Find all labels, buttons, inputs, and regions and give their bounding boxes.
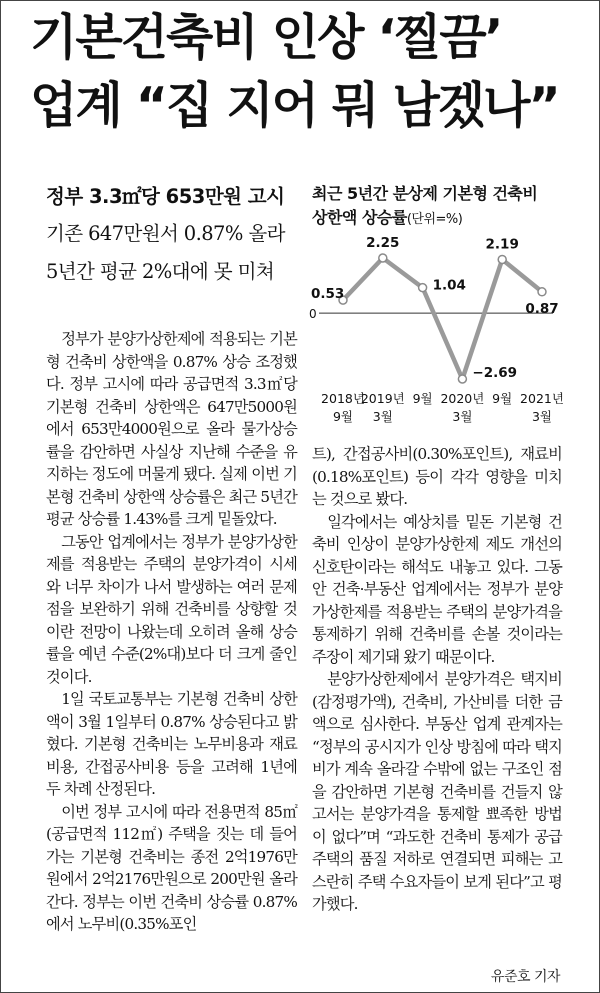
- byline: 유준호 기자: [485, 966, 560, 986]
- x-tick-label: 2019년: [360, 391, 405, 406]
- x-tick-label: 9월: [412, 391, 433, 406]
- article-paragraph: 정부가 분양가상한제에 적용되는 기본형 건축비 상한액을 0.87% 상승 조정했다. 정부 고시에 따라 공급면적 3.3㎡당 기본형 건축비 상한액은 647만5000원에서 653만4000원으로 올라 물가상승률을 감안하면 사실상 지난해 수준을 유지하는 정도에 머물게 됐다. 실제 이번 기본형 건축비 상한액 상승률은 최근 5년간 평균 상승률 1.43%를 크게 밑돌았다.: [46, 330, 297, 528]
- x-tick-label: 9월: [332, 409, 354, 424]
- data-point: [379, 254, 387, 262]
- data-label: 2.25: [366, 235, 400, 251]
- data-label: 0.87: [525, 300, 559, 317]
- article-paragraph: 1일 국토교통부는 기본형 건축비 상한액이 3월 1일부터 0.87% 상승된다고 밝혔다. 기본형 건축비는 노무비용과 재료비용, 간접공사비용 등을 고려해 1년에 두 차례 산정된다.: [46, 690, 297, 798]
- article-column-right: [312, 443, 562, 916]
- x-tick-label: 3월: [531, 409, 553, 424]
- article-paragraph: 그동안 업계에서는 정부가 분양가상한제를 적용받는 주택의 분양가격이 시세와 너무 차이가 나서 발생하는 여러 문제점을 보완하기 위해 건축비를 상향할 것이란 전망이 나왔는데 오히려 올해 상승률을 예년 수준(2%대)보다 더 크게 줄인 것이다.: [46, 532, 297, 686]
- zero-tick-label: 0: [309, 307, 317, 322]
- headline-line-2: 업계 “집 지어 뭐 남겠나”: [30, 77, 559, 134]
- series-line: [343, 258, 542, 379]
- data-point: [419, 284, 427, 292]
- subhead-line-3: 5년간 평균 2%대에 못 미쳐: [46, 260, 275, 283]
- data-label: −2.69: [472, 365, 518, 381]
- data-label: 0.53: [311, 286, 345, 303]
- data-label: 2.19: [485, 236, 519, 253]
- chart-unit: (단위=%): [406, 212, 463, 227]
- article-column-left: [46, 328, 297, 936]
- x-tick-label: 9월: [492, 391, 513, 406]
- line-chart: [305, 225, 565, 440]
- subhead-main: 정부 3.3㎡당 653만원 고시: [46, 185, 285, 208]
- article-paragraph: 일각에서는 예상치를 밑돈 기본형 건축비 인상이 분양가상한제 제도 개선의 신호탄이라는 해석도 내놓고 있다. 그동안 건축·부동산 업계에서는 정부가 분양가상한제를 적용받는 주택의 분양가격을 통제하기 위해 건축비를 손볼 것이라는 주장이 제기돼 왔기 때문이다.: [312, 512, 562, 666]
- x-tick-label: 2021년: [520, 391, 564, 406]
- article-paragraph: 이번 정부 고시에 따라 전용면적 85㎡(공급면적 112㎡) 주택을 짓는 데 들어가는 기본형 건축비는 종전 2억1976만원에서 2억2176만원으로 200만원 올라간다. 정부는 이번 건축비 상승률 0.87%에서 노무비(0.35%포인: [46, 802, 297, 933]
- chart-title-main: 상한액 상승률: [312, 208, 407, 227]
- data-point: [458, 375, 466, 383]
- x-tick-label: 3월: [452, 409, 473, 424]
- x-tick-label: 2020년: [440, 391, 485, 406]
- article-paragraph: 트), 간접공사비(0.30%포인트), 재료비(0.18%포인트) 등이 각각 영향을 미치는 것으로 봤다.: [312, 445, 562, 508]
- article-paragraph: 분양가상한제에서 분양가격은 택지비(감정평가액), 건축비, 가산비를 더한 금액으로 심사한다. 부동산 업계 관계자는 “정부의 공시지가 인상 방침에 따라 택지비가 계속 올라갈 수밖에 없는 구조인 점을 감안하면 기본형 건축비를 건들지 않고서는 분양가격을 통제할 뾰족한 방법이 없다”며 “과도한 건축비 통제가 공급 주택의 품질 저하로 연결되면 피해는 고스란히 주택 수요자들이 보게 된다”고 평가했다.: [312, 670, 562, 913]
- headline-line-1: 기본건축비 인상 ‘찔끔’: [30, 9, 502, 66]
- data-label: 1.04: [432, 277, 466, 294]
- chart-title-line-1: 최근 5년간 분상제 기본형 건축비: [312, 184, 538, 203]
- data-point: [498, 255, 506, 263]
- x-tick-label: 2018년: [321, 391, 365, 406]
- data-point: [538, 288, 546, 296]
- x-tick-label: 3월: [372, 409, 393, 424]
- subhead-line-2: 기존 647만원서 0.87% 올라: [46, 222, 285, 245]
